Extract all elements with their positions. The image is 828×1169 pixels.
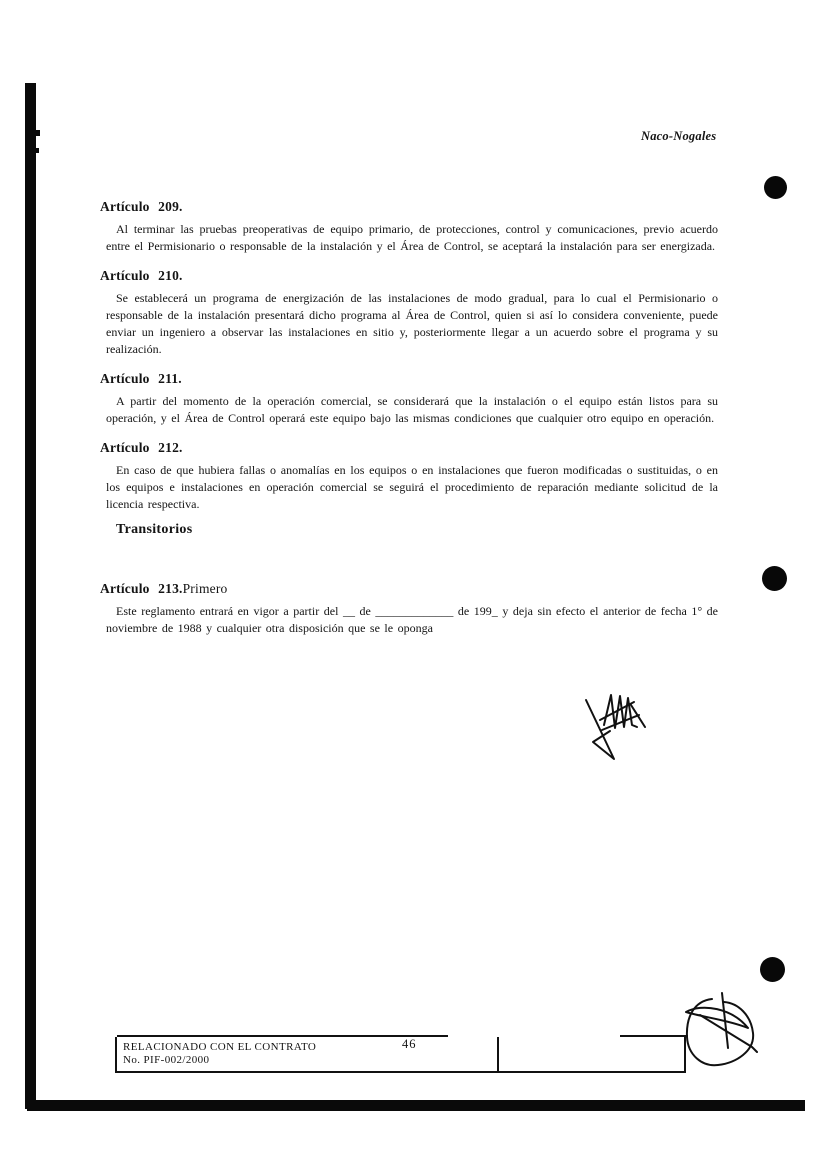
page-number: 46 (402, 1037, 417, 1051)
stamp-box-border (620, 1035, 688, 1037)
article-212-block (100, 440, 718, 513)
article-209-title: Artículo 209. (100, 199, 183, 214)
article-211-block (100, 371, 718, 427)
binding-edge-bar (25, 83, 36, 1109)
hole-punch-dot (762, 566, 787, 591)
article-213-title-bold: Artículo 213. (100, 581, 183, 596)
article-209-block (100, 199, 718, 255)
stamp-line-2: No. PIF-002/2000 (123, 1053, 210, 1066)
transitorios-heading: Transitorios (116, 522, 193, 537)
article-212-title: Artículo 212. (100, 440, 183, 455)
contract-stamp-text (123, 1041, 316, 1066)
scan-speck (34, 148, 39, 153)
article-211-title: Artículo 211. (100, 371, 182, 386)
signature-scribble (573, 678, 663, 783)
contract-stamp-box (115, 1037, 686, 1073)
hole-punch-dot (764, 176, 787, 199)
article-213-title (100, 581, 718, 597)
scan-speck (34, 130, 40, 136)
stamp-line-1: RELACIONADO CON EL CONTRATO (123, 1041, 317, 1053)
article-210-block (100, 268, 718, 358)
running-header: Naco-Nogales (641, 129, 717, 143)
article-213-title-regular: Primero (182, 581, 228, 596)
stamp-box-divider (497, 1037, 499, 1071)
article-210-title: Artículo 210. (100, 268, 183, 283)
article-213-text: Este reglamento entrará en vigor a partir del __ de _____________ de 199_ y deja sin efecto el anterior de fecha 1° de noviembre de 1988 y cualquier otra disposición que se le oponga (106, 604, 718, 635)
article-213-block (100, 581, 718, 637)
document-body (100, 199, 718, 637)
article-211-text: A partir del momento de la operación comercial, se considerará que la instalación o el equipo están listos para su operación, y el Área de Control operará este equipo bajo las mismas condiciones que cualquier otro equipo en operación. (106, 394, 718, 425)
article-209-text: Al terminar las pruebas preoperativas de equipo primario, de protecciones, control y comunicaciones, previo acuerdo entre el Permisionario o responsable de la instalación y el Área de Control, se aceptará la instalación para ser energizada. (106, 222, 718, 253)
hole-punch-dot (760, 957, 785, 982)
article-210-text: Se establecerá un programa de energización de las instalaciones de modo gradual, para lo cual el Permisionario o responsable de la instalación presentará dicho programa al Área de Control, quien si así lo considera conveniente, puede enviar un ingeniero a observar las instalaciones en sitio y, posteriormente llegar a un acuerdo sobre el programa y su realización. (106, 291, 718, 356)
stamp-box-border (117, 1035, 448, 1037)
scan-bottom-bar (27, 1100, 805, 1111)
article-212-text: En caso de que hubiera fallas o anomalías en los equipos o en instalaciones que fueron modificadas o sustituidas, o en los equipos e instalaciones en operación comercial se seguirá el procedimiento de reparación mediante solicitud de la licencia respectiva. (106, 463, 718, 511)
